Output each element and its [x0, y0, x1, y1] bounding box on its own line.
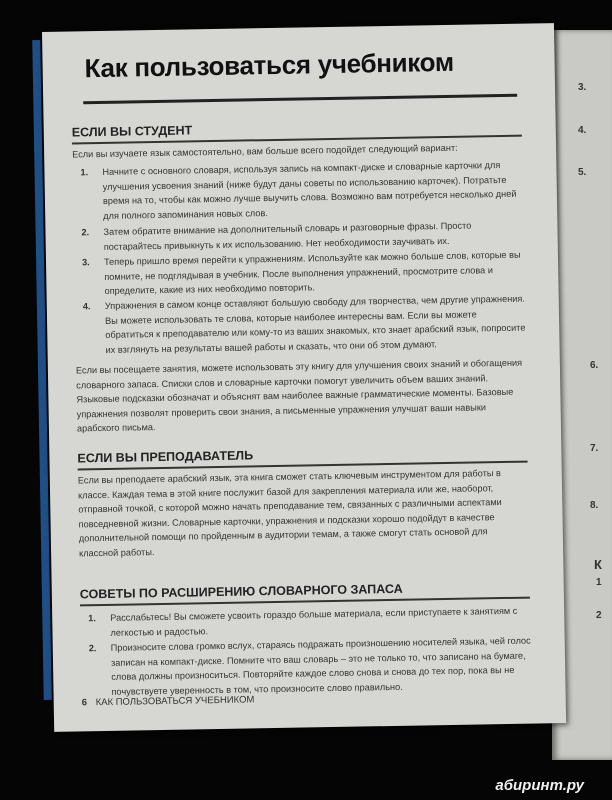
list-text: Начните с основного словаря, используя запись на компакт-диске и словарные карточки для улучшения усвоения знаний (ниже будут даны советы по использованию карточек). Потратьте время на то, чтобы как можно лучше выучить слова. Возможно вам потребуется несколько дней для полного запоминания новых слов.: [102, 160, 517, 221]
facing-page-mark: 2: [596, 610, 602, 621]
list-number: 3.: [81, 257, 90, 268]
facing-page-mark: 8.: [590, 500, 599, 511]
title-divider: [83, 94, 517, 105]
student-intro: Если вы изучаете язык самостоятельно, вам больше всего подойдет следующий вариант:: [72, 142, 458, 160]
page-number: 6: [81, 697, 88, 709]
student-heading: ЕСЛИ ВЫ СТУДЕНТ: [71, 123, 193, 140]
list-item: [81, 634, 534, 700]
list-number: 1.: [80, 167, 89, 178]
footer-title: КАК ПОЛЬЗОВАТЬСЯ УЧЕБНИКОМ: [95, 694, 255, 709]
list-text: Произносите слова громко вслух, стараясь подражать произношению носителей языка, чей голос записан на компакт-диске. Помните что ваш словарь – это не только то, что записано на бумаге, слова должны произноситься. Повторяйте каждое слово снова и снова до тех пор, пока вы не почувствуете уверенность в том, что произносите слово правильно.: [110, 635, 531, 697]
watermark-logo: абиринт.ру: [495, 777, 584, 794]
list-number: 2.: [88, 643, 97, 654]
facing-page-mark: 5.: [578, 167, 587, 178]
list-number: 1.: [88, 613, 96, 624]
facing-page-mark: К: [594, 557, 602, 572]
facing-page-mark: 7.: [590, 443, 599, 454]
book-page: [42, 23, 566, 732]
student-outro: Если вы посещаете занятия, можете использовать эту книгу для улучшения своих знаний и обогащения словарного запаса. Списки слов и словарные карточки помогут увеличить объем ваших знаний. Языковые подсказки обозначат и объяснят вам наиболее важные грамматические моменты. Базовые упражнения позволят проверить свои знания, а письменные упражнения улучшат ваши навыки арабского письма.: [75, 357, 523, 434]
list-item: [74, 248, 527, 299]
list-text: Затем обратите внимание на дополнительный словарь и разговорные фразы. Просто постарайтесь привыкнуть к их использованию. Нет необходимости заучивать их.: [103, 220, 472, 252]
teacher-heading: ЕСЛИ ВЫ ПРЕПОДАВАТЕЛЬ: [77, 448, 254, 466]
list-item: [75, 292, 528, 358]
list-text: Упражнения в самом конце оставляют большую свободу для творчества, чем другие упражнения. Вы можете использовать те слова, которые наиболее интересны вам. Если вы можете обратиться к преподавателю или кому-то из ваших знакомых, кто знает арабский язык, попросите их взглянуть на результаты вашей работы и сказать, что они об этом думают.: [104, 293, 526, 355]
list-item: [72, 158, 525, 224]
facing-page-mark: 1: [596, 577, 602, 588]
list-number: 4.: [82, 301, 91, 312]
list-number: 2.: [81, 227, 90, 238]
facing-page-mark: 3.: [578, 82, 587, 93]
list-text: Расслабьтесь! Вы сможете усвоить гораздо больше материала, если приступаете к занятиям с легкостью и радостью.: [110, 605, 518, 638]
facing-page-mark: 6.: [590, 360, 599, 371]
facing-page-mark: 4.: [578, 125, 587, 136]
teacher-text: Если вы преподаете арабский язык, эта книга сможет стать ключевым инструментом для работы в классе. Каждая тема в этой книге послужит базой для закрепления материала или же, наоборот, отправной точкой, с которой можно начать преподавание тем, связанных с различными аспектами повседневной жизни. Словарные карточки, упражнения и подсказки хорошо подойдут в качестве дополнительной помощи по пройденным в аудитории темам, а также смогут стать основой для классной работы.: [77, 468, 502, 558]
page-title: Как пользоваться учебником: [84, 46, 455, 84]
list-text: Теперь пришло время перейти к упражнениям. Используйте как можно больше слов, которые вы помните, не подглядывая в учебник. После выполнения упражнений, просмотрите слова и определите, какие из них необходимо повторить.: [103, 249, 521, 296]
page-footer: [82, 694, 255, 708]
vocab-heading: СОВЕТЫ ПО РАСШИРЕНИЮ СЛОВАРНОГО ЗАПАСА: [79, 581, 403, 602]
